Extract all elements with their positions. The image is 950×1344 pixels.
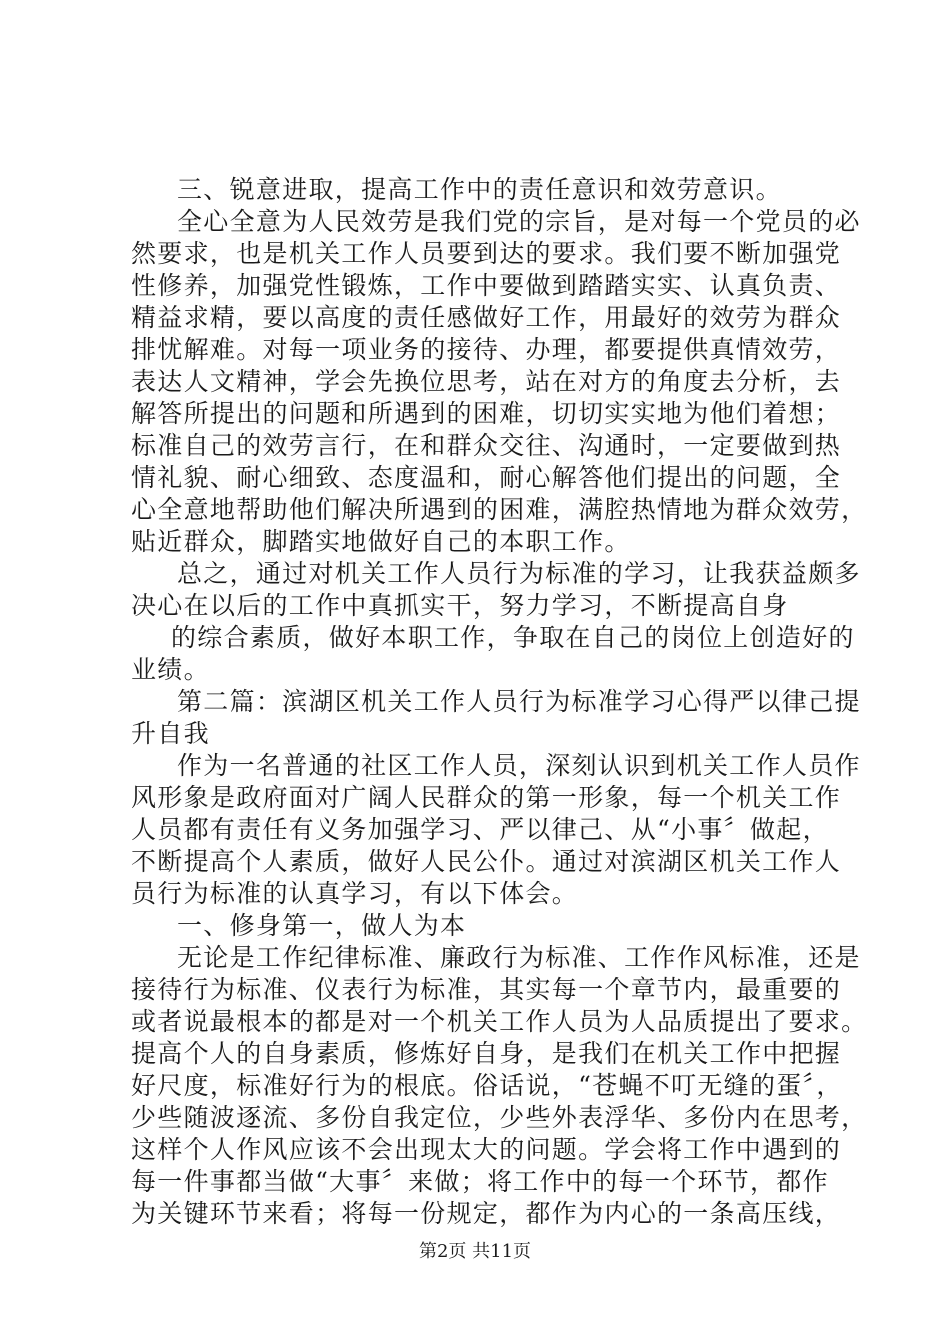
text-line: 或者说最根本的都是对一个机关工作人员为人品质提出了要求。: [131, 1007, 868, 1036]
page-number-footer: 第2页 共11页: [418, 1241, 532, 1262]
text-line: 每一件事都当做“大事〞来做；将工作中的每一个环节，都作: [131, 1167, 829, 1196]
text-line: 标准自己的效劳言行，在和群众交往、沟通时，一定要做到热: [131, 431, 842, 460]
text-line: 风形象是政府面对广阔人民群众的第一形象，每一个机关工作: [131, 783, 842, 812]
text-line-heading: 三、锐意进取，提高工作中的责任意识和效劳意识。: [177, 175, 782, 204]
text-line: 精益求精，要以高度的责任感做好工作，用最好的效劳为群众: [131, 303, 842, 332]
text-line: 全心全意为人民效劳是我们党的宗旨，是对每一个党员的必: [177, 207, 861, 236]
text-line: 的综合素质，做好本职工作，争取在自己的岗位上创造好的: [171, 623, 855, 652]
text-line: 性修养，加强党性锻炼，工作中要做到踏踏实实、认真负责、: [131, 271, 842, 300]
text-line: 接待行为标准、仪表行为标准，其实每一个章节内，最重要的: [131, 975, 842, 1004]
section-title: 第二篇：滨湖区机关工作人员行为标准学习心得严以律己提: [177, 687, 861, 716]
text-line: 无论是工作纪律标准、廉政行为标准、工作作风标准，还是: [177, 943, 861, 972]
text-line: 决心在以后的工作中真抓实干，努力学习，不断提高自身: [131, 591, 789, 620]
text-line: 业绩。: [131, 655, 210, 684]
text-line: 排忧解难。对每一项业务的接待、办理，都要提供真情效劳，: [131, 335, 842, 364]
text-line: 情礼貌、耐心细致、态度温和，耐心解答他们提出的问题，全: [131, 463, 842, 492]
text-line: 心全意地帮助他们解决所遇到的困难，满腔热情地为群众效劳，: [131, 495, 868, 524]
text-line: 不断提高个人素质，做好人民公仆。通过对滨湖区机关工作人: [131, 847, 842, 876]
text-line: 表达人文精神，学会先换位思考，站在对方的角度去分析，去: [131, 367, 842, 396]
text-line: 然要求，也是机关工作人员要到达的要求。我们要不断加强党: [131, 239, 842, 268]
text-line: 好尺度，标准好行为的根底。俗话说，“苍蝇不叮无缝的蛋〞，: [131, 1071, 843, 1100]
text-line: 为关键环节来看；将每一份规定，都作为内心的一条高压线，: [131, 1199, 842, 1228]
text-line: 解答所提出的问题和所遇到的困难，切切实实地为他们着想；: [131, 399, 842, 428]
text-line: 作为一名普通的社区工作人员，深刻认识到机关工作人员作: [177, 751, 861, 780]
text-line: 贴近群众，脚踏实地做好自己的本职工作。: [131, 527, 631, 556]
text-line: 提高个人的自身素质，修炼好自身，是我们在机关工作中把握: [131, 1039, 842, 1068]
text-line: 人员都有责任有义务加强学习、严以律己、从“小事〞做起，: [131, 815, 829, 844]
subheading: 一、修身第一，做人为本: [177, 911, 467, 940]
text-line: 总之，通过对机关工作人员行为标准的学习，让我获益颇多: [177, 559, 861, 588]
text-line: 少些随波逐流、多份自我定位，少些外表浮华、多份内在思考，: [131, 1103, 868, 1132]
section-title-cont: 升自我: [131, 719, 210, 748]
text-line: 员行为标准的认真学习，有以下体会。: [131, 879, 579, 908]
text-line: 这样个人作风应该不会出现太大的问题。学会将工作中遇到的: [131, 1135, 842, 1164]
